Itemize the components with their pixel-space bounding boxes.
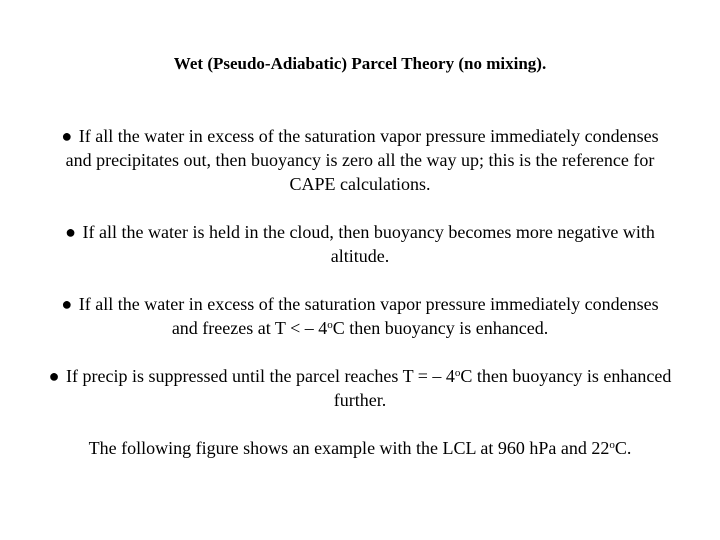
slide-title: Wet (Pseudo-Adiabatic) Parcel Theory (no mixing).: [173, 54, 547, 73]
paragraph-1-text: If all the water in excess of the saturation vapor pressure immediately condenses and precipitates out, then buoyancy is zero all the way up; this is the reference for CAPE calculations.: [65, 126, 659, 194]
bullet-icon: ●: [48, 366, 60, 386]
bullet-icon: ●: [61, 126, 73, 146]
degree-superscript: o: [609, 439, 615, 451]
bullet-paragraph-1: [50, 124, 670, 196]
paragraph-3-text-end: C then buoyancy is enhanced.: [332, 318, 549, 338]
closing-paragraph: [60, 436, 660, 460]
bullet-icon: ●: [65, 222, 77, 242]
degree-superscript: o: [327, 319, 333, 331]
bullet-paragraph-2: [60, 220, 660, 268]
degree-superscript: o: [454, 367, 461, 379]
paragraph-5-text-end: C.: [614, 438, 632, 458]
bullet-icon: ●: [61, 294, 73, 314]
bullet-paragraph-4: [40, 364, 680, 412]
paragraph-2-text: If all the water is held in the cloud, then buoyancy becomes more negative with altitude.: [82, 222, 655, 266]
bullet-paragraph-3: [50, 292, 670, 340]
paragraph-5-text: The following figure shows an example with the LCL at 960 hPa and 22: [88, 438, 610, 458]
paragraph-3-text: If all the water in excess of the saturation vapor pressure immediately condenses and freezes at T < – 4: [78, 294, 659, 338]
paragraph-4-text-end: C then buoyancy is enhanced further.: [333, 366, 672, 410]
paragraph-4-text: If precip is suppressed until the parcel reaches T = – 4: [66, 366, 455, 386]
